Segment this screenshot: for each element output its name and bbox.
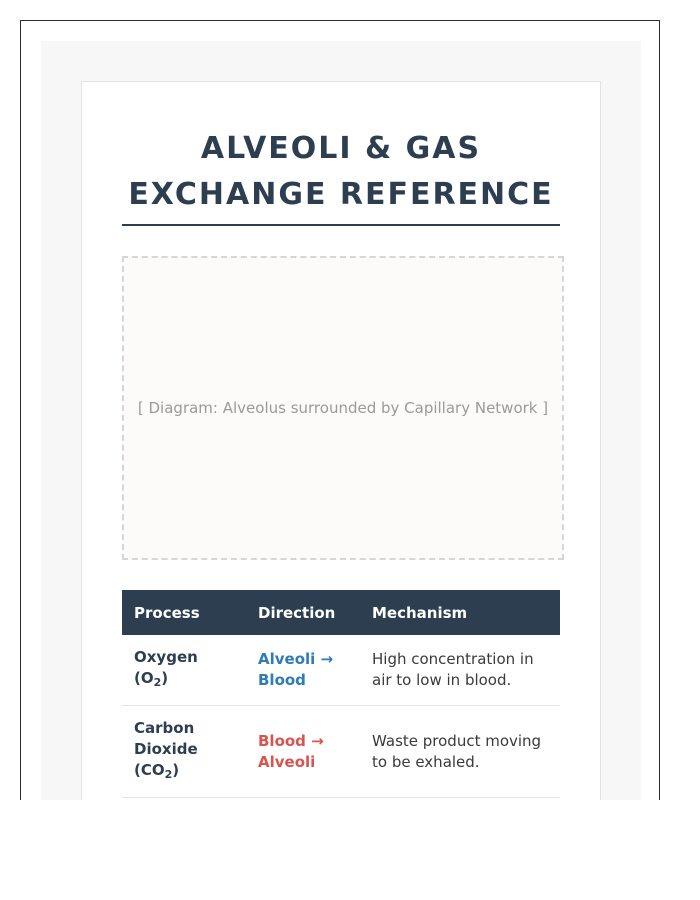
process-subscript: 2 (153, 676, 162, 689)
process-suffix: ) (172, 761, 180, 779)
page-title: ALVEOLI & GAS EXCHANGE REFERENCE (128, 131, 554, 212)
table-row (122, 706, 560, 798)
header-process: Process (122, 590, 246, 635)
mechanism-cell: High concentration in air to low in blood. (360, 635, 560, 706)
table-header-row (122, 590, 560, 635)
reference-card (81, 81, 601, 800)
header-mechanism: Mechanism (360, 590, 560, 635)
page-frame (20, 20, 660, 800)
header-direction: Direction (246, 590, 360, 635)
mechanism-cell: Waste product moving to be exhaled. (360, 706, 560, 798)
direction-cell: Alveoli → Blood (246, 635, 360, 706)
diagram-placeholder-text: [ Diagram: Alveolus surrounded by Capillary Network ] (137, 399, 549, 417)
process-subscript: 2 (164, 768, 173, 781)
gas-exchange-table (122, 590, 560, 798)
process-cell (122, 635, 246, 706)
table-row (122, 635, 560, 706)
direction-cell: Blood → Alveoli (246, 706, 360, 798)
title-divider (122, 224, 560, 226)
diagram-placeholder (122, 256, 564, 560)
process-cell (122, 706, 246, 798)
process-suffix: ) (161, 669, 169, 687)
process-name: Oxygen (O (134, 648, 198, 687)
page-backdrop (41, 41, 641, 800)
process-name: Carbon Dioxide (CO (134, 719, 198, 779)
